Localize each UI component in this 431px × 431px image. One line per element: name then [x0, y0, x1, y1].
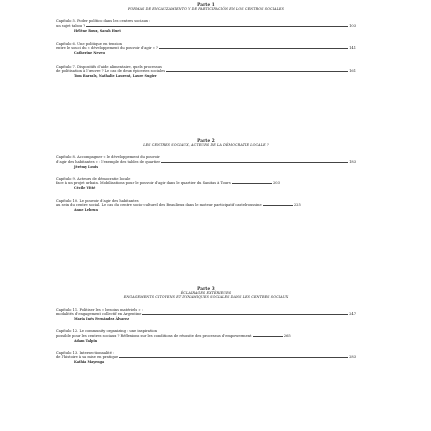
chapter-authors: Cécile Vitté: [74, 186, 96, 191]
chapter-subtitle: modalités d’engagement collectif en Argentine: [56, 312, 142, 317]
dot-leader: [166, 71, 348, 72]
chapter-subtitle: un sujet tabou ?: [56, 23, 86, 28]
chapter-title: Dispositifs d’aide alimentaire, quels processus: [77, 64, 162, 69]
chapter-title: Le community organizing : une inspiration: [79, 329, 158, 334]
chapter-subtitle: de l’histoire à sa mise en pratique: [56, 355, 119, 360]
dot-leader: [119, 357, 348, 358]
dot-leader: [159, 48, 348, 49]
chapter-entry[interactable]: [56, 177, 356, 191]
chapter-entry[interactable]: [56, 155, 356, 169]
chapter-title: Acteurs de démocratie locale: [77, 177, 131, 182]
chapter-title: Le pouvoir d’agir des habitantes: [79, 198, 139, 203]
page-number: 161: [349, 68, 356, 73]
chapter-authors: María Inés Fernández Álvarez: [74, 317, 130, 322]
chapter-entry[interactable]: [56, 199, 356, 213]
chapter-entry[interactable]: [56, 19, 356, 33]
part-label: Parte 2: [197, 138, 215, 143]
chapter-number: Capítulo 11.: [56, 307, 79, 312]
page-number: 225: [293, 202, 301, 207]
part-title: FORMAS DE ENCAUZAMIENTO Y DE PARTICIPACIÓN EN LOS CENTROS SOCIALES: [127, 7, 285, 11]
chapter-entry[interactable]: [56, 351, 356, 365]
chapter-title: Accompagner « le développement du pouvoir: [77, 155, 160, 160]
page-number: 183: [349, 159, 356, 164]
part-1: [56, 2, 356, 78]
chapter-authors: Jérémy Louis: [74, 164, 99, 169]
dot-leader: [232, 183, 272, 184]
page-number: 247: [349, 312, 356, 317]
part-2: [56, 138, 356, 212]
chapter-subtitle: d’agir des habitantes » : l’exemple des tables de quartier: [56, 159, 161, 164]
chapter-entry[interactable]: [56, 42, 356, 56]
chapter-subtitle: de politisation à l’œuvre ? Le cas de deux épiceries sociales: [56, 68, 166, 73]
part-label: Parte 1: [197, 2, 215, 7]
chapter-title: Une politique en tension: [77, 42, 122, 47]
part-label: Parte 3: [197, 286, 215, 291]
chapter-number: Capítulo 5.: [56, 19, 76, 24]
chapter-title: Intersectionnalité :: [79, 351, 115, 356]
table-of-contents: [56, 0, 356, 431]
chapter-title: Politiser les « besoins matériels » :: [79, 307, 143, 312]
chapter-authors: Kathia Mayenga: [74, 360, 105, 365]
page-number: 203: [273, 181, 280, 186]
chapter-number: Capítulo 7.: [56, 64, 76, 69]
dot-leader: [161, 162, 348, 163]
chapter-subtitle: au sein du centre social. Le cas du centre socio-culturel des Beaulieux dans le moteur participatif castelroussine: [56, 202, 262, 207]
chapter-number: Capítulo 6.: [56, 42, 76, 47]
chapter-authors: Tom Barrals, Nathalie Laurent, Laure Sugier: [74, 74, 157, 79]
dot-leader: [253, 336, 283, 337]
chapter-authors: Anne Lebrun: [74, 208, 98, 213]
chapter-subtitle: face à un projet urbain. Mobilisations pour le pouvoir d’agir dans le quartier du Sanitas à Tours: [56, 181, 231, 186]
chapter-entry[interactable]: [56, 308, 356, 322]
chapter-subtitle: entre le souci du « développement du pouvoir d’agir » ?: [56, 46, 158, 51]
chapter-authors: Hélène Roux, Sarah Huet: [74, 28, 121, 33]
dot-leader: [86, 26, 348, 27]
dot-leader: [142, 314, 348, 315]
chapter-number: Capítulo 12.: [56, 329, 79, 334]
chapter-title: Poder político dans les centres sociaux :: [77, 19, 151, 24]
chapter-number: Capítulo 13.: [56, 351, 79, 356]
chapter-authors: Adam Talpin: [74, 338, 98, 343]
page-number: 283: [349, 355, 356, 360]
chapter-authors: Catherine Neveu: [74, 51, 105, 56]
chapter-subtitle: possible pour les centres sociaux ? Réflexions sur les conditions de réussite des processus d’empowerment: [56, 333, 252, 338]
part-title: LES CENTRES SOCIAUX, ACTEURS DE LA DÉMOCRATIE LOCALE ?: [143, 143, 269, 147]
page-number: 141: [349, 46, 356, 51]
page-number: 103: [349, 23, 356, 28]
chapter-number: Capítulo 8.: [56, 155, 76, 160]
page-number: 265: [283, 333, 291, 338]
part-subtitle: ENGAGEMENTS CITOYENS ET DYNAMIQUES SOCIALES DANS LES CENTRES SOCIAUX: [123, 295, 289, 300]
chapter-number: Capítulo 9.: [56, 177, 76, 182]
chapter-number: Capítulo 10.: [56, 198, 79, 203]
dot-leader: [263, 205, 293, 206]
part-3: [56, 286, 356, 365]
chapter-entry[interactable]: [56, 329, 356, 343]
chapter-entry[interactable]: [56, 65, 356, 79]
part-title: ÉCLAIRAGES EXTÉRIEURS: [180, 291, 232, 295]
